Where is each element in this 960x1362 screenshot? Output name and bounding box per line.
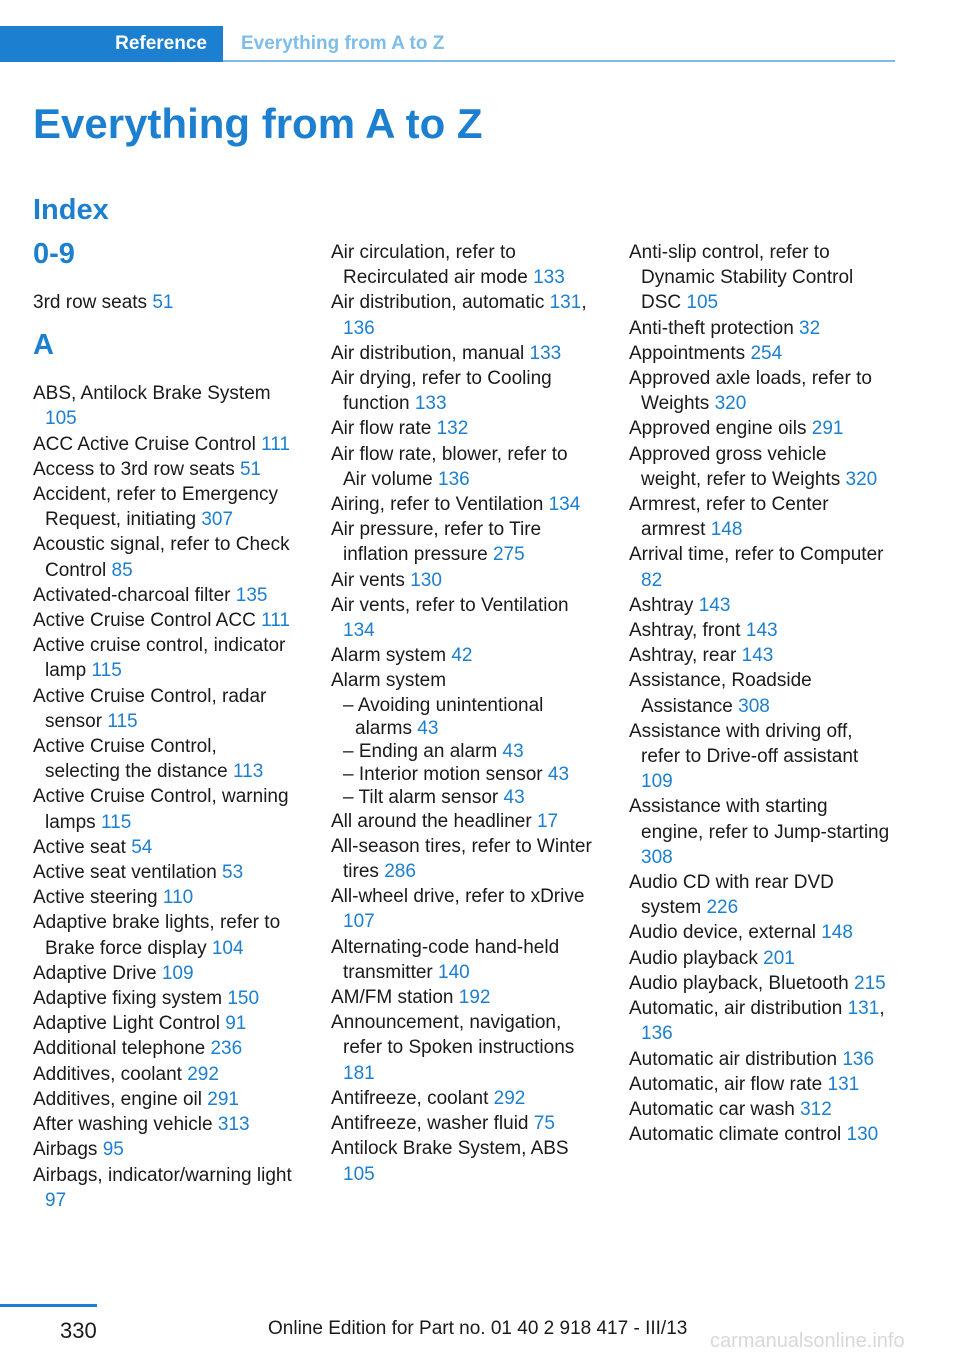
page-link[interactable]: 110	[162, 887, 194, 909]
entry-text: Antifreeze, washer fluid	[331, 1113, 529, 1135]
entry-text: After washing vehicle	[33, 1114, 213, 1136]
entry-text: Anti-theft protection	[629, 317, 794, 339]
entry-text: Active Cruise Control, warning lamps	[33, 786, 289, 833]
index-entry	[33, 734, 295, 784]
index-entry	[331, 341, 593, 366]
footer-rule	[0, 1304, 97, 1307]
page-link[interactable]: 136	[842, 1048, 875, 1070]
entry-text: Additives, engine oil	[33, 1088, 202, 1110]
index-entry	[33, 432, 295, 457]
watermark: carmanualsonline.info	[710, 1330, 905, 1352]
page-link[interactable]: 130	[410, 569, 442, 591]
index-entry	[629, 719, 891, 795]
entry-text: Assistance with starting engine, refer to Jump-starting	[629, 796, 890, 843]
index-entry	[33, 784, 295, 834]
page-link[interactable]: 43	[502, 740, 524, 762]
entry-text: Active Cruise Control, selecting the distance	[33, 736, 228, 783]
index-entry	[33, 608, 295, 633]
entry-text: ABS, Antilock Brake System	[33, 383, 271, 405]
page-link[interactable]: 105	[686, 292, 719, 314]
entry-text: Adaptive Light Control	[33, 1013, 220, 1035]
entry-text: Audio device, external	[629, 922, 816, 944]
entry-text: Activated-charcoal filter	[33, 584, 231, 606]
entry-text: Air flow rate, blower, refer to Air volume	[331, 443, 568, 490]
index-entry	[33, 910, 295, 960]
entry-text: Alarm system	[331, 645, 447, 667]
entry-text: Automatic air distribution	[629, 1048, 838, 1070]
index-subentry	[331, 694, 593, 740]
entry-text: Active cruise control, indicator lamp	[33, 635, 286, 682]
spacer	[33, 315, 295, 329]
entry-text: AM/FM station	[331, 987, 454, 1009]
entry-text: Audio CD with rear DVD system	[629, 872, 834, 919]
index-entry	[33, 381, 295, 431]
page-title: Everything from A to Z	[33, 100, 483, 147]
page-link[interactable]: 135	[235, 584, 268, 606]
page-link[interactable]: 143	[745, 620, 778, 642]
entry-text: Air distribution, manual	[331, 342, 525, 364]
page-link[interactable]: 133	[414, 393, 447, 415]
page-link[interactable]: 291	[207, 1088, 239, 1110]
section-tab: Reference	[0, 26, 223, 62]
entry-text: All around the headliner	[331, 810, 532, 832]
page-link[interactable]: 136	[343, 317, 375, 339]
page-link[interactable]: 95	[102, 1139, 124, 1161]
entry-text: Alternating-code hand-held transmitter	[331, 936, 560, 983]
page-link[interactable]: 226	[706, 897, 739, 919]
entry-text: Ashtray, rear	[629, 645, 737, 667]
page-link[interactable]: 51	[152, 292, 174, 313]
entry-text: Automatic climate control	[629, 1124, 842, 1146]
index-subentry	[331, 763, 593, 786]
page-link[interactable]: 131	[847, 998, 880, 1020]
entry-text: Air drying, refer to Cooling function	[331, 368, 552, 415]
letter-heading: A	[33, 329, 54, 362]
page-link[interactable]: 201	[763, 947, 795, 969]
entry-text: Automatic, air distribution	[629, 998, 843, 1020]
index-entry	[33, 860, 295, 885]
index-entry	[629, 971, 891, 996]
page-link[interactable]: 136	[438, 468, 470, 490]
entry-text: Airbags, indicator/warning light	[33, 1164, 292, 1186]
page-link[interactable]: 107	[343, 911, 375, 933]
index-entry	[629, 618, 891, 643]
entry-text: Active steering	[33, 887, 158, 909]
index-entry	[331, 643, 593, 668]
page-link[interactable]: 312	[800, 1098, 832, 1120]
entry-text: Arrival time, refer to Computer	[629, 544, 884, 566]
chapter-tab: Everything from A to Z	[241, 33, 445, 54]
entry-text: Approved engine oils	[629, 418, 807, 440]
index-entry	[629, 316, 891, 341]
page-link[interactable]: 43	[503, 786, 525, 808]
page-link[interactable]: 43	[547, 763, 570, 785]
index-entry	[331, 935, 593, 985]
index-entry	[33, 457, 295, 482]
entry-text: Avoiding unintentional alarms	[355, 694, 544, 739]
index-entry	[629, 416, 891, 441]
entry-text: Appointments	[629, 342, 746, 364]
page-link[interactable]: 291	[811, 418, 844, 440]
page-link[interactable]: 51	[239, 458, 262, 480]
entry-text: Air distribution, automatic	[331, 292, 545, 314]
page-link[interactable]: 105	[45, 408, 77, 430]
index-entry	[331, 568, 593, 593]
page-link[interactable]: 236	[210, 1038, 243, 1060]
page-number: 330	[60, 1318, 97, 1343]
entry-text: Adaptive Drive	[33, 962, 157, 984]
index-entry	[33, 1011, 295, 1036]
page-link[interactable]: 91	[225, 1013, 247, 1035]
entry-text: Alarm system	[331, 670, 447, 692]
index-entry	[331, 1086, 593, 1111]
index-entry	[33, 1062, 295, 1087]
index-entry	[33, 1137, 295, 1162]
index-column-2	[331, 240, 593, 1187]
index-entry	[331, 985, 593, 1010]
page-link[interactable]: 131	[827, 1073, 860, 1095]
page-link[interactable]: 150	[227, 988, 260, 1010]
index-entry	[331, 884, 593, 934]
index-entry	[331, 240, 593, 290]
page-link[interactable]: 32	[799, 317, 821, 339]
edition-note: Online Edition for Part no. 01 40 2 918 417 - III/13	[268, 1318, 688, 1339]
index-entry	[33, 1087, 295, 1112]
entry-text: Airing, refer to Ventilation	[331, 494, 544, 516]
page-link[interactable]: 134	[343, 620, 375, 642]
entry-text: Tilt alarm sensor	[358, 786, 499, 808]
index-column-1	[33, 238, 295, 1213]
page-link[interactable]: 113	[233, 761, 264, 783]
index-entry	[33, 1112, 295, 1137]
index-subentry	[331, 786, 593, 809]
entry-text: Airbags	[33, 1139, 98, 1161]
page-link[interactable]: 75	[533, 1113, 555, 1135]
page-link[interactable]: 133	[533, 267, 565, 289]
index-entry	[629, 1047, 891, 1072]
page-link[interactable]: 148	[710, 519, 743, 541]
entry-text: 3rd row seats	[33, 292, 148, 313]
page-link[interactable]: 132	[436, 418, 469, 440]
entry-text: Active Cruise Control ACC	[33, 610, 256, 632]
index-entry	[33, 835, 295, 860]
index-entry	[629, 442, 891, 492]
entry-text: Air circulation, refer to Recirculated air mode	[331, 242, 528, 289]
entry-text: Adaptive fixing system	[33, 988, 223, 1010]
page-link[interactable]: 215	[854, 972, 886, 994]
page-link[interactable]: 292	[493, 1087, 526, 1109]
page-link[interactable]: 115	[107, 710, 138, 732]
index-entry	[629, 1072, 891, 1097]
page-link[interactable]: 143	[698, 594, 731, 616]
index-entry	[629, 946, 891, 971]
page-link[interactable]: 82	[641, 569, 663, 591]
entry-text: Additives, coolant	[33, 1063, 182, 1085]
index-entry	[33, 986, 295, 1011]
page-link[interactable]: 292	[187, 1063, 219, 1085]
index-entry	[331, 517, 593, 567]
page-header	[0, 26, 895, 62]
index-entry	[331, 1111, 593, 1136]
page-link[interactable]: 105	[343, 1163, 375, 1185]
index-entry	[629, 794, 891, 870]
page-link[interactable]: 104	[211, 937, 244, 959]
page-link[interactable]: 275	[492, 544, 525, 566]
entry-text: Active seat ventilation	[33, 862, 217, 884]
index-entry	[331, 809, 593, 834]
page-link[interactable]: 308	[738, 695, 770, 717]
entry-text: Audio playback, Bluetooth	[629, 972, 849, 994]
entry-text: Air pressure, refer to Tire inflation pressure	[331, 519, 542, 566]
index-entry	[331, 442, 593, 492]
entry-text: Assistance, Roadside Assistance	[629, 670, 812, 717]
index-heading: Index	[33, 194, 109, 226]
page-link[interactable]: 42	[451, 645, 473, 667]
page-link[interactable]: 109	[641, 771, 673, 793]
index-entry	[33, 1163, 295, 1213]
page-link[interactable]: 143	[741, 645, 774, 667]
page-link[interactable]: 320	[845, 468, 878, 490]
page-link[interactable]: 97	[45, 1189, 67, 1211]
entry-text: Air flow rate	[331, 418, 432, 440]
index-entry	[33, 290, 295, 315]
page-link[interactable]: 53	[222, 862, 244, 884]
entry-text: Active seat	[33, 836, 126, 858]
entry-text: Antifreeze, coolant	[331, 1087, 489, 1109]
index-entry	[33, 482, 295, 532]
index-entry	[33, 1036, 295, 1061]
page-link[interactable]: 54	[131, 836, 153, 858]
index-entry	[33, 961, 295, 986]
index-entry	[629, 240, 891, 316]
page-link[interactable]: 134	[548, 494, 581, 516]
entry-text: All-wheel drive, refer to xDrive	[331, 886, 585, 908]
page-link[interactable]: 130	[846, 1124, 879, 1146]
index-entry: Automatic, air distribution 131, 136	[629, 998, 885, 1045]
index-entry	[33, 633, 295, 683]
page-link[interactable]: 148	[821, 922, 853, 944]
entry-text: Adaptive brake lights, refer to Brake force display	[33, 912, 281, 959]
index-entry	[629, 492, 891, 542]
letter-heading: 0-9	[33, 238, 75, 270]
index-entry	[33, 583, 295, 608]
index-entry	[331, 492, 593, 517]
index-entry	[629, 542, 891, 592]
index-entry	[629, 643, 891, 668]
page-link[interactable]: 308	[641, 846, 673, 868]
page-link[interactable]: 17	[536, 810, 559, 832]
page-link[interactable]: 307	[201, 509, 234, 531]
entry-text: Ending an alarm	[358, 740, 498, 762]
index-entry	[331, 668, 593, 693]
page-link[interactable]: 43	[417, 717, 439, 739]
index-entry	[331, 834, 593, 884]
page-link[interactable]: 133	[529, 342, 562, 364]
entry-text: Announcement, navigation, refer to Spoken instructions	[331, 1012, 575, 1059]
entry-text: Approved gross vehicle weight, refer to Weights	[629, 443, 841, 490]
entry-text: Access to 3rd row seats	[33, 458, 235, 480]
page-link[interactable]: 286	[384, 861, 416, 883]
index-entry	[629, 668, 891, 718]
entry-text: Air vents	[331, 569, 405, 591]
page-link[interactable]: 192	[458, 987, 491, 1009]
index-entry	[629, 366, 891, 416]
index-entry	[331, 416, 593, 441]
entry-text: Audio playback	[629, 947, 758, 969]
entry-text: Automatic car wash	[629, 1098, 795, 1120]
entry-text: Antilock Brake System, ABS	[331, 1138, 569, 1160]
index-entry	[629, 341, 891, 366]
page-link[interactable]: 320	[714, 393, 747, 415]
page-link[interactable]: 115	[100, 811, 132, 833]
page-link[interactable]: 136	[641, 1023, 673, 1045]
page-link[interactable]: 254	[750, 342, 783, 364]
entry-text: Armrest, refer to Center armrest	[629, 494, 829, 541]
index-entry	[331, 593, 593, 643]
entry-text: All-season tires, refer to Winter tires	[331, 835, 592, 883]
index-entry	[331, 1010, 593, 1086]
entry-text: Assistance with driving off, refer to Drive-off assistant	[629, 720, 859, 768]
page-link[interactable]: 181	[343, 1062, 375, 1084]
page-link[interactable]: 111	[261, 433, 290, 455]
entry-text: Anti-slip control, refer to Dynamic Stability Control DSC	[629, 242, 854, 314]
entry-text: Approved axle loads, refer to Weights	[629, 368, 872, 415]
index-entry	[33, 532, 295, 582]
entry-text: Additional telephone	[33, 1038, 206, 1060]
page-link[interactable]: 111	[261, 610, 290, 632]
index-subentry	[331, 740, 593, 763]
index-entry	[629, 1122, 891, 1147]
index-entry	[33, 684, 295, 734]
page-link[interactable]: 131	[549, 292, 582, 314]
index-column-3	[629, 240, 891, 1147]
index-entry	[629, 593, 891, 618]
entry-text: Ashtray	[629, 594, 694, 616]
page-link[interactable]: 115	[91, 660, 122, 682]
entry-text: Automatic, air flow rate	[629, 1073, 823, 1095]
page-link[interactable]: 140	[438, 961, 470, 983]
index-entry	[629, 870, 891, 920]
index-entry	[629, 1097, 891, 1122]
page-link[interactable]: 109	[161, 962, 194, 984]
header-rule	[223, 60, 895, 62]
index-entry	[331, 366, 593, 416]
entry-text: Interior motion sensor	[358, 763, 543, 785]
index-entry	[629, 920, 891, 945]
entry-text: Accident, refer to Emergency Request, initiating	[33, 484, 278, 531]
entry-text: Air vents, refer to Ventilation	[331, 594, 569, 616]
entry-text: Active Cruise Control, radar sensor	[33, 685, 267, 732]
entry-text: Acoustic signal, refer to Check Control	[33, 534, 290, 581]
entry-text: Ashtray, front	[629, 620, 741, 642]
index-entry: Air distribution, automatic 131, 136	[331, 292, 587, 339]
entry-text: ACC Active Cruise Control	[33, 433, 256, 455]
page-link[interactable]: 85	[111, 559, 133, 581]
index-entry	[33, 885, 295, 910]
index-entry	[331, 1136, 593, 1186]
page-link[interactable]: 313	[217, 1114, 250, 1136]
